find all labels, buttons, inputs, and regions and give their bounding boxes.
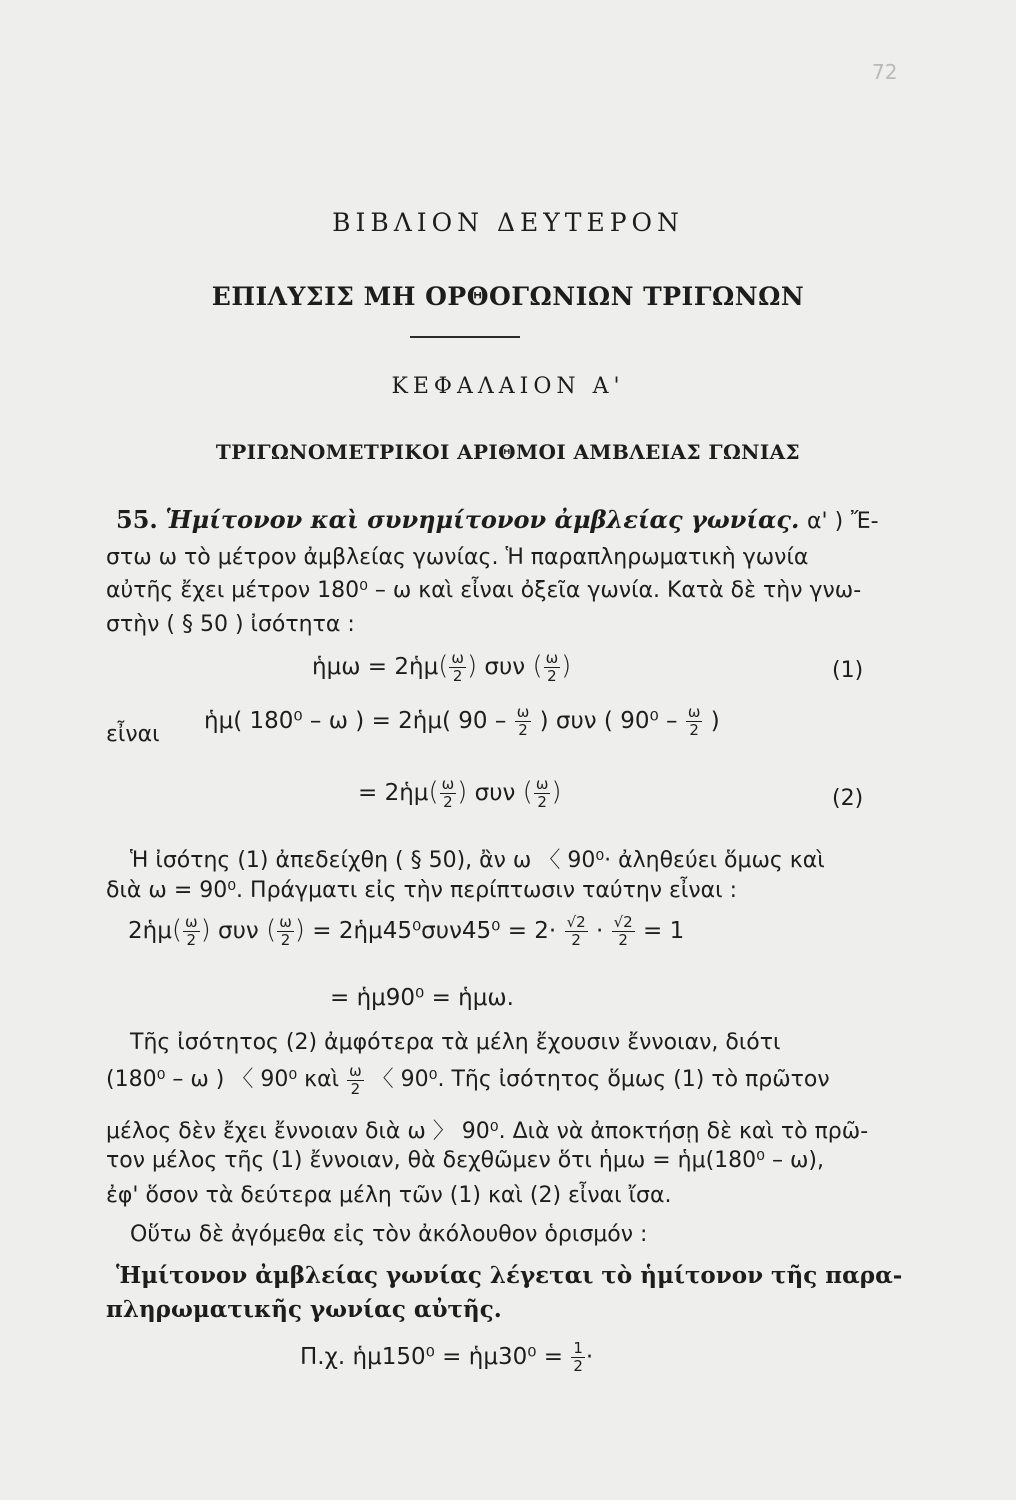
section-item: α' ) <box>807 509 844 534</box>
text-line-4: Ἡ ἰσότης (1) ἀπεδείχθη ( § 50), ἂν ω 〈 90⁰· ἀληθεύει ὅμως καὶ <box>130 848 825 873</box>
text-line-2: αὐτῆς ἔχει μέτρον 180⁰ – ω καὶ εἶναι ὀξεῖα γωνία. Κατὰ δὲ τὴν γνω- <box>106 578 862 603</box>
section-title: Ἡμίτονον καὶ συνημίτονον ἀμβλείας γωνίας. <box>165 505 800 534</box>
equation-2-prefix: εἶναι <box>106 722 160 747</box>
chapter-title: ΤΡΙΓΩΝΟΜΕΤΡΙΚΟΙ ΑΡΙΘΜΟΙ ΑΜΒΛΕΙΑΣ ΓΩΝΙΑΣ <box>215 440 801 464</box>
text-line-8: μέλος δὲν ἔχει ἔννοιαν διὰ ω 〉 90⁰. Διὰ νὰ ἀποκτήσῃ δὲ καὶ τὸ πρῶ- <box>106 1119 869 1144</box>
section-lead: Ἔ- <box>850 509 879 534</box>
book-title: ΒΙΒΛΙΟΝ ΔΕΥΤΕΡΟΝ <box>332 208 684 237</box>
definition-line-1: Ἡμίτονον ἀμβλείας γωνίας λέγεται τὸ ἡμίτονον τῆς παρα- <box>116 1262 903 1289</box>
equation-2: ἡμ( 180⁰ – ω ) = 2ἡμ( 90 – $\frac{\omega}{2}$ ) συν ( 90⁰ – $\frac{\omega}{2}$ ) <box>204 703 720 739</box>
equation-5: = ἡμ90⁰ = ἡμω. <box>330 985 514 1011</box>
page-number: 72 <box>872 60 898 84</box>
section-heading <box>116 505 879 534</box>
equation-3: = 2ἡμ( $\frac{\omega}{2}$ ) συν ( $\frac{\omega}{2}$ ) <box>358 775 562 811</box>
part-title: ΕΠΙΛΥΣΙΣ ΜΗ ΟΡΘΟΓΩΝΙΩΝ ΤΡΙΓΩΝΩΝ <box>211 282 805 311</box>
text-line-10: ἐφ' ὅσον τὰ δεύτερα μέλη τῶν (1) καὶ (2) εἶναι ἴσα. <box>106 1183 672 1208</box>
text-line-3: στὴν ( § 50 ) ἰσότητα : <box>106 612 355 637</box>
text-line-5: διὰ ω = 90⁰. Πράγματι εἰς τὴν περίπτωσιν ταύτην εἶναι : <box>106 878 738 903</box>
equation-1-label: (1) <box>832 658 864 683</box>
chapter-label: ΚΕΦΑΛΑΙΟΝ Α' <box>391 374 625 399</box>
equation-4: 2ἡμ( $\frac{\omega}{2}$ ) συν ( $\frac{\omega}{2}$ ) = 2ἡμ45⁰συν45⁰ = 2· $\frac{√2}{2}$ · $\frac{√2}{2}$ = 1 <box>128 913 685 949</box>
text-line-9: τον μέλος τῆς (1) ἔννοιαν, θὰ δεχθῶμεν ὅτι ἡμω = ἡμ(180⁰ – ω), <box>106 1148 824 1173</box>
equation-1: ἡμω = 2ἡμ( $\frac{\omega}{2}$ ) συν ( $\frac{\omega}{2}$ ) <box>312 649 572 685</box>
definition-line-2: πληρωματικῆς γωνίας αὐτῆς. <box>106 1296 502 1323</box>
text-line-11: Οὕτω δὲ ἀγόμεθα εἰς τὸν ἀκόλουθον ὁρισμόν : <box>130 1222 648 1247</box>
text-line-7: (180⁰ – ω ) 〈 90⁰ καὶ $\frac{\omega}{2}$ 〈 90⁰. Τῆς ἰσότητος ὅμως (1) τὸ πρῶτον <box>106 1061 830 1098</box>
equation-3-label: (2) <box>832 786 864 811</box>
example: Π.χ. ἡμ150⁰ = ἡμ30⁰ = $\frac{1}{2}$ · <box>300 1339 594 1375</box>
text-line-1: στω ω τὸ μέτρον ἀμβλείας γωνίας. Ἡ παραπληρωματικὴ γωνία <box>106 545 809 570</box>
text-line-6: Τῆς ἰσότητος (2) ἀμφότερα τὰ μέλη ἔχουσιν ἔννοιαν, διότι <box>130 1030 781 1055</box>
section-number: 55. <box>116 505 158 534</box>
title-divider <box>410 336 520 338</box>
